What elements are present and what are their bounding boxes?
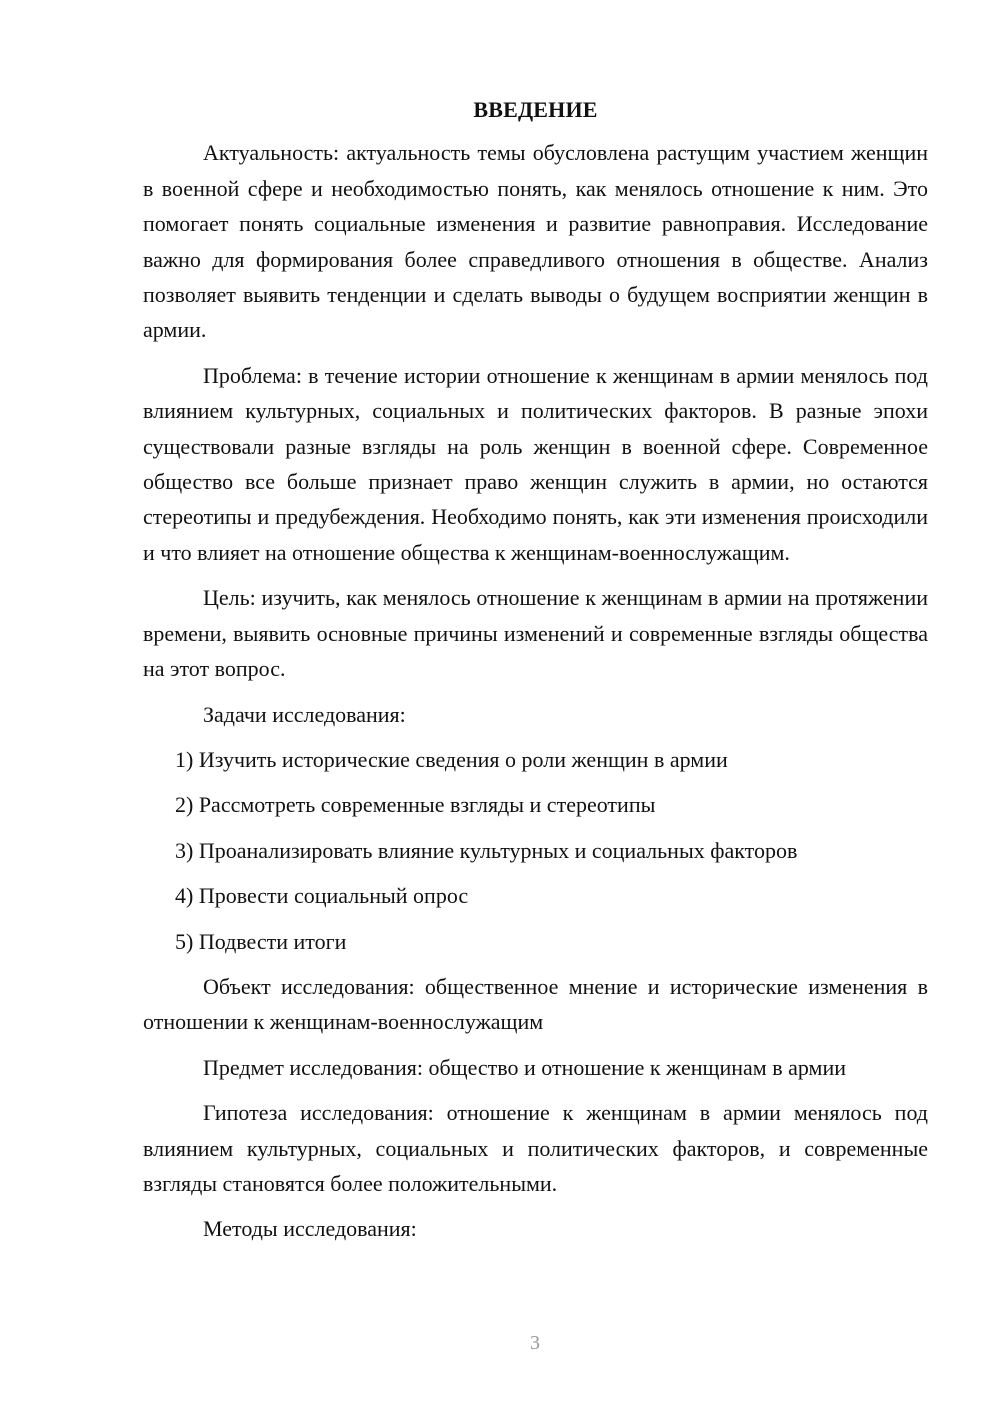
list-item: 1) Изучить исторические сведения о роли женщин в армии xyxy=(175,746,728,772)
list-item: 4) Провести социальный опрос xyxy=(175,883,469,909)
relevance-paragraph: Актуальность: актуальность темы обусловлена растущим участием женщин в военной сфере и необходимостью понять, как менялось отношение к ним. Это помогает понять социальные изменения и развитие равноправия. Исследование важно для формирования более справедливого отношения в обществе. Анализ позволяет выявить тенденции и сделать выводы о будущем восприятии женщин в армии. xyxy=(143,140,928,343)
page-content xyxy=(143,92,928,1257)
list-item: 5) Подвести итоги xyxy=(175,928,347,954)
tasks-heading: Задачи исследования: xyxy=(203,701,406,727)
methods-heading: Методы исследования: xyxy=(203,1216,417,1242)
tasks-list xyxy=(143,742,928,959)
page-number: 3 xyxy=(530,1332,540,1354)
page-title: ВВЕДЕНИЕ xyxy=(473,97,598,122)
goal-paragraph: Цель: изучить, как менялось отношение к женщинам в армии на протяжении времени, выявить основные причины изменений и современные взгляды общества на этот вопрос. xyxy=(143,585,928,682)
hypothesis-paragraph: Гипотеза исследования: отношение к женщинам в армии менялось под влиянием культурных, социальных и политических факторов, и современные взгляды становятся более положительными. xyxy=(143,1100,928,1196)
list-item: 3) Проанализировать влияние культурных и социальных факторов xyxy=(175,837,798,863)
object-paragraph: Объект исследования: общественное мнение и исторические изменения в отношении к женщинам-военнослужащим xyxy=(143,973,928,1035)
problem-paragraph: Проблема: в течение истории отношение к женщинам в армии менялось под влиянием культурных, социальных и политических факторов. В разные эпохи существовали разные взгляды на роль женщин в военной сфере. Современное общество все больше признает право женщин служить в армии, но остаются стереотипы и предубеждения. Необходимо понять, как эти изменения происходили и что влияет на отношение общества к женщинам-военнослужащим. xyxy=(143,362,928,565)
subject-paragraph: Предмет исследования: общество и отношение к женщинам в армии xyxy=(203,1054,846,1080)
list-item: 2) Рассмотреть современные взгляды и стереотипы xyxy=(175,792,656,818)
